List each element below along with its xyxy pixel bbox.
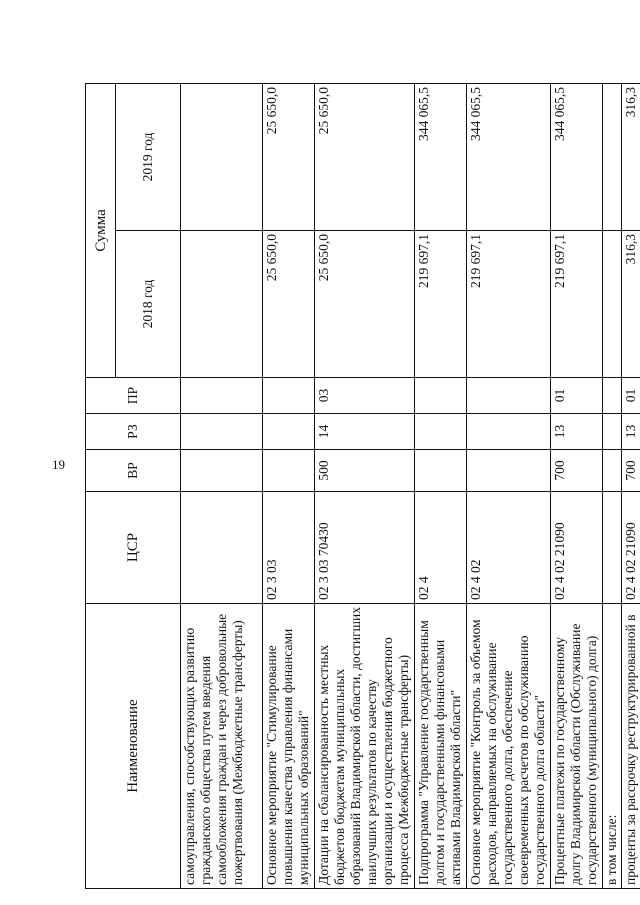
row-pr	[415, 378, 467, 414]
row-2019	[603, 83, 622, 230]
row-2019: 344 065,5	[467, 83, 551, 230]
row-rz: 13	[622, 414, 640, 450]
row-2018	[181, 231, 263, 378]
header-pr: ПР	[86, 378, 181, 414]
row-2018: 316,3	[622, 231, 640, 378]
row-csr	[603, 492, 622, 604]
row-vr	[263, 450, 315, 492]
row-2018	[603, 231, 622, 378]
row-csr: 02 4 02 21090	[551, 492, 603, 604]
row-name: самоуправления, способствующих развитию гражданского общества путем введения самообложения граждан и через добровольные пожертвования (Межбюджетные трансферты)	[181, 604, 263, 889]
table-row	[622, 83, 640, 888]
row-2019: 25 650,0	[263, 83, 315, 230]
row-2019: 25 650,0	[315, 83, 415, 230]
row-pr	[181, 378, 263, 414]
row-name: Подпрограмма "Управление государственным долгом и государственными финансовыми активами Владимирской области"	[415, 604, 467, 889]
page-number: 19	[52, 457, 65, 472]
row-name: Дотации на сбалансированность местных бюджетов бюджетам муниципальных образований Владимирской области, достигших наилучших результатов по качеству организации и осуществления бюджетного процесса (Межбюджетные трансферты)	[315, 604, 415, 889]
row-vr	[415, 450, 467, 492]
header-row-1	[86, 83, 116, 888]
row-pr: 01	[551, 378, 603, 414]
row-csr: 02 4 02 21090	[622, 492, 640, 604]
row-name: Основное мероприятие "Контроль за объемом расходов, направляемых на обслуживание государственного долга, обеспечение своевременных расчетов по обслуживанию государственного долга области"	[467, 604, 551, 889]
row-pr	[603, 378, 622, 414]
table-row	[181, 83, 263, 888]
row-pr	[467, 378, 551, 414]
table-row	[263, 83, 315, 888]
rotated-page	[85, 84, 638, 889]
row-rz: 14	[315, 414, 415, 450]
table-row	[603, 83, 622, 888]
table-row	[467, 83, 551, 888]
header-csr: ЦСР	[86, 492, 181, 604]
row-csr	[181, 492, 263, 604]
row-2018: 219 697,1	[415, 231, 467, 378]
row-2019: 344 065,5	[551, 83, 603, 230]
row-vr: 700	[551, 450, 603, 492]
row-pr: 03	[315, 378, 415, 414]
row-2018: 219 697,1	[467, 231, 551, 378]
header-vr: ВР	[86, 450, 181, 492]
row-2018: 25 650,0	[263, 231, 315, 378]
row-vr: 700	[622, 450, 640, 492]
row-rz: 13	[551, 414, 603, 450]
budget-table	[85, 83, 640, 889]
row-pr: 01	[622, 378, 640, 414]
row-vr: 500	[315, 450, 415, 492]
row-name: Процентные платежи по государственному долгу Владимирской области (Обслуживание государственного (муниципального) долга)	[551, 604, 603, 889]
header-2018: 2018 год	[116, 231, 181, 378]
row-pr	[263, 378, 315, 414]
row-2019	[181, 83, 263, 230]
row-rz	[263, 414, 315, 450]
row-name: проценты за рассрочку реструктурированной в	[622, 604, 640, 889]
row-2019: 316,3	[622, 83, 640, 230]
row-vr	[467, 450, 551, 492]
header-2019: 2019 год	[116, 83, 181, 230]
table-row	[415, 83, 467, 888]
row-vr	[181, 450, 263, 492]
row-rz	[603, 414, 622, 450]
table-row	[315, 83, 415, 888]
row-rz	[415, 414, 467, 450]
row-csr: 02 3 03	[263, 492, 315, 604]
row-csr: 02 3 03 70430	[315, 492, 415, 604]
row-name: в том числе:	[603, 604, 622, 889]
row-rz	[467, 414, 551, 450]
header-sum: Сумма	[86, 83, 116, 377]
row-2018: 219 697,1	[551, 231, 603, 378]
row-csr: 02 4	[415, 492, 467, 604]
row-vr	[603, 450, 622, 492]
row-2019: 344 065,5	[415, 83, 467, 230]
row-2018: 25 650,0	[315, 231, 415, 378]
row-csr: 02 4 02	[467, 492, 551, 604]
row-rz	[181, 414, 263, 450]
table-row	[551, 83, 603, 888]
header-name: Наименование	[86, 604, 181, 889]
header-rz: РЗ	[86, 414, 181, 450]
row-name: Основное мероприятие "Стимулирование повышения качества управления финансами муниципальных образований"	[263, 604, 315, 889]
